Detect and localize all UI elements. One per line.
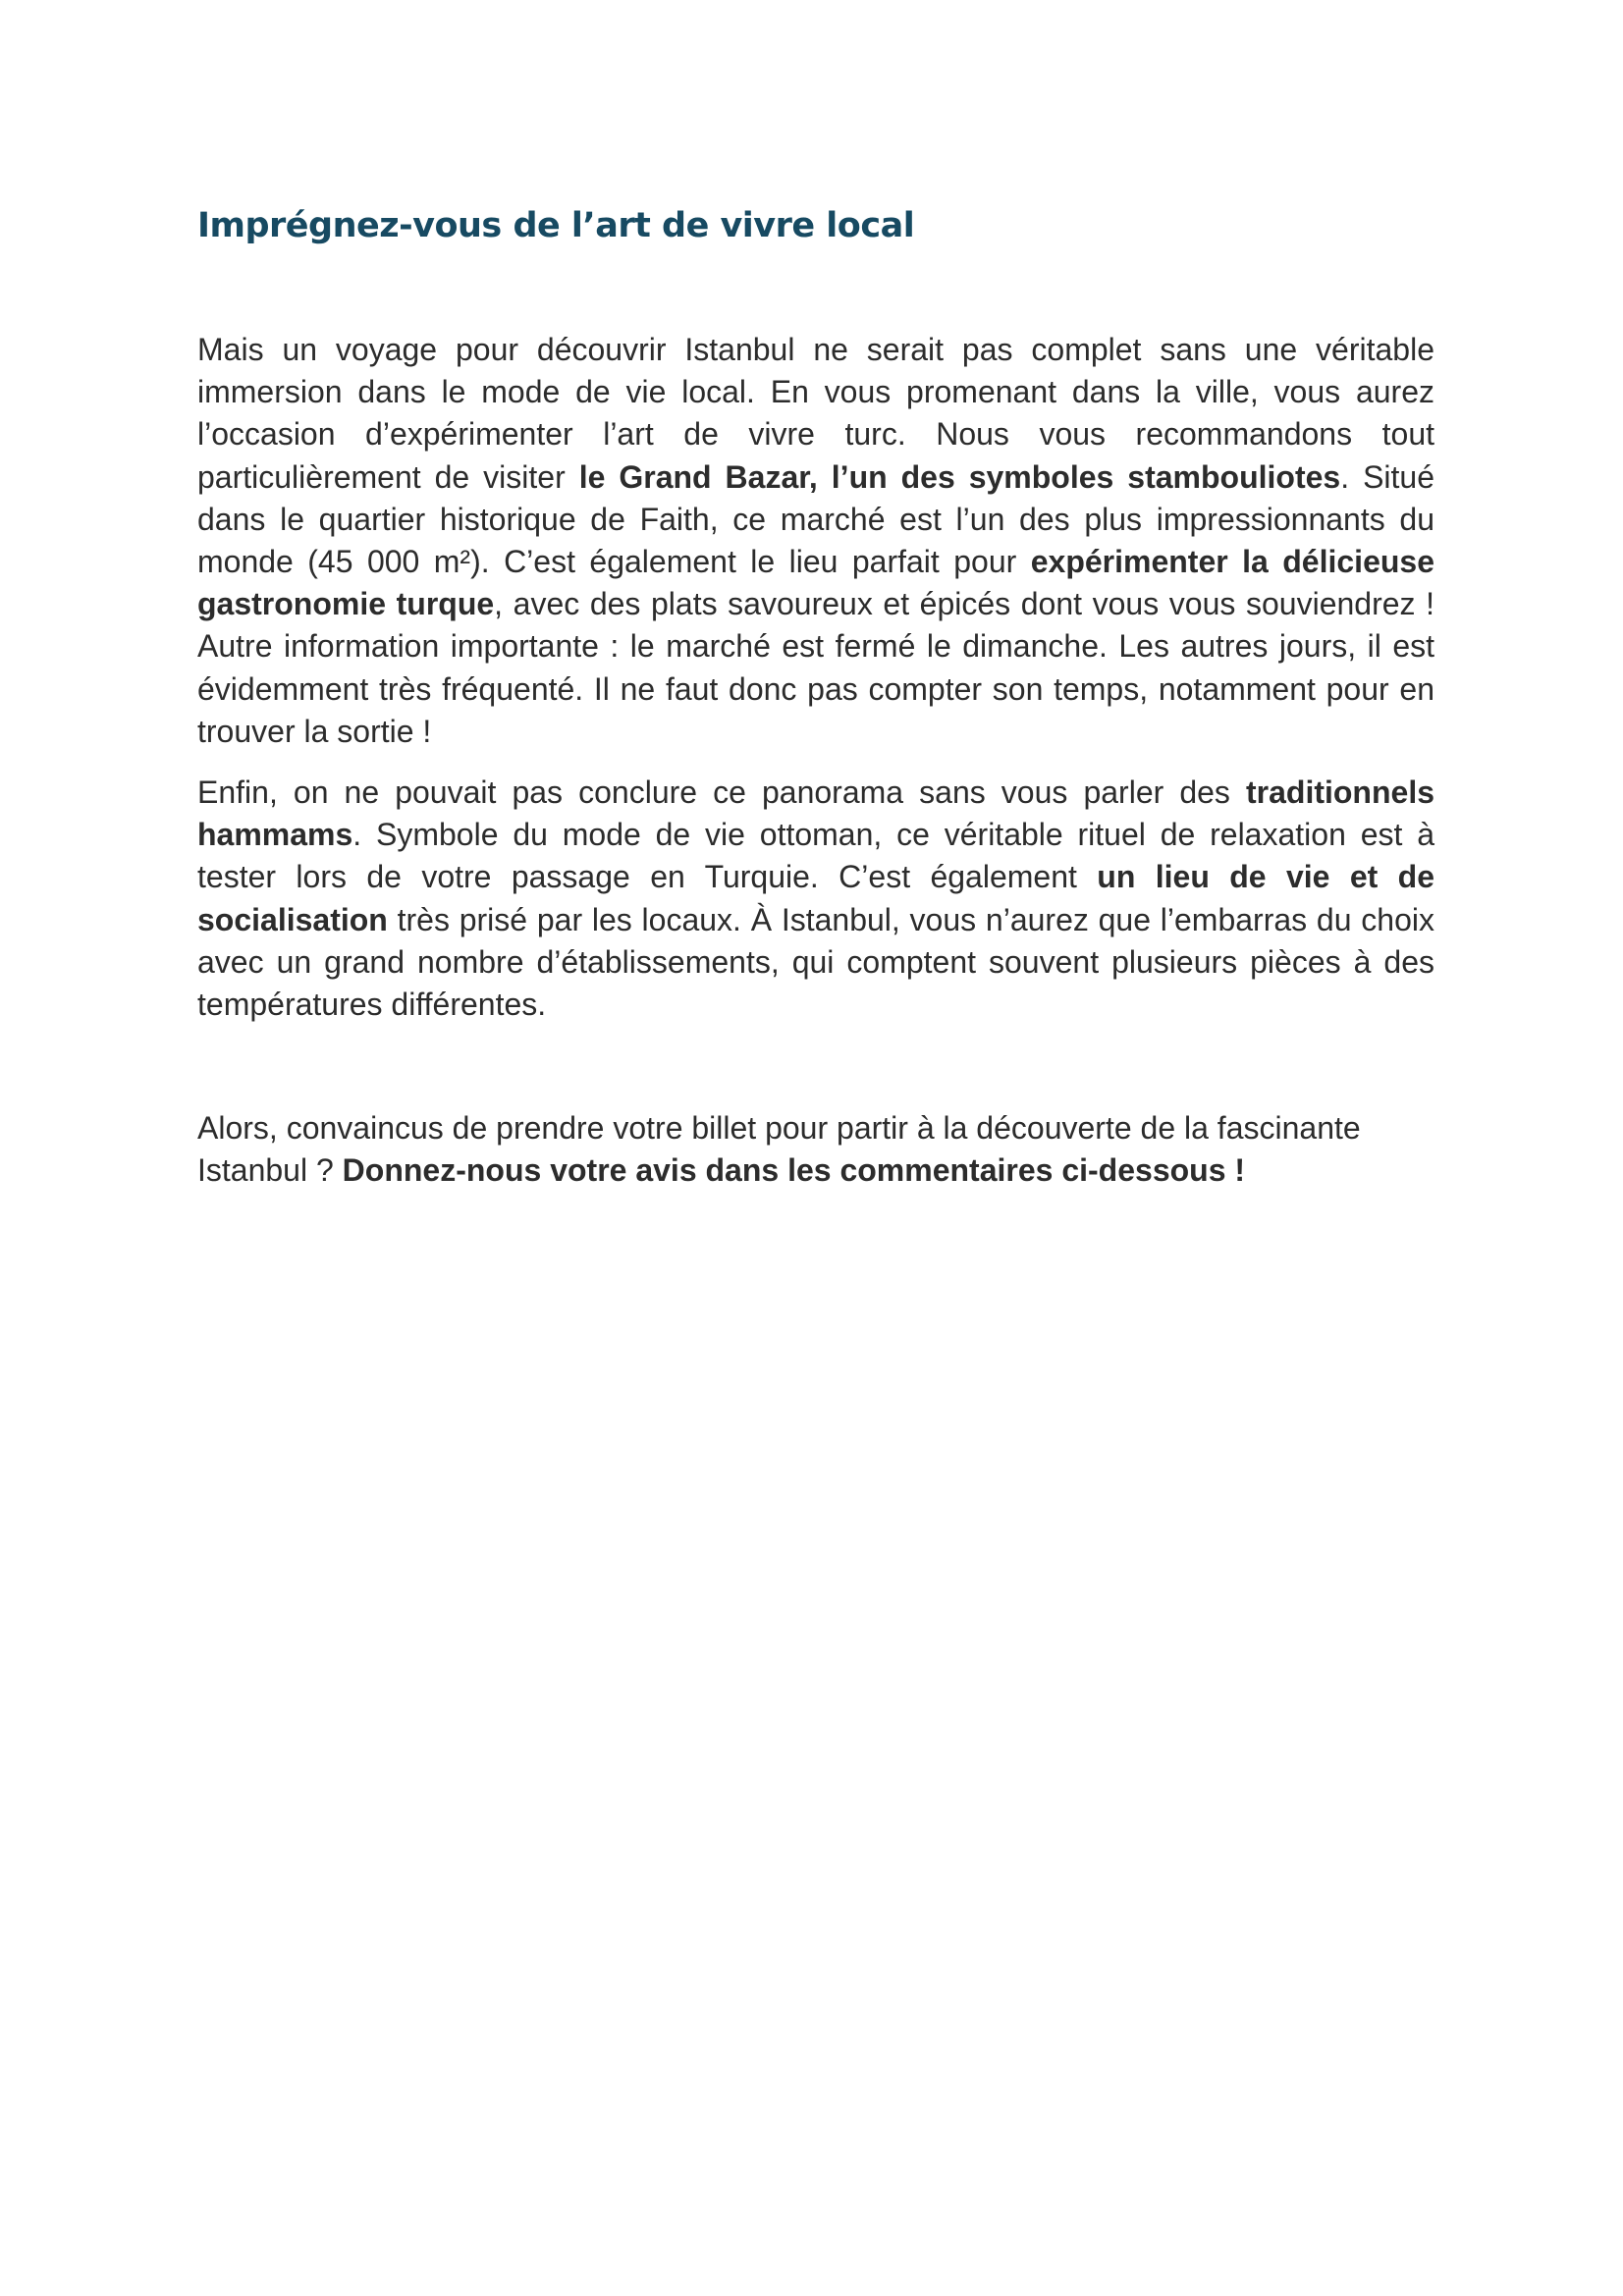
paragraph-text: . Symbole du mode de vie ottoman, ce véritable rituel de relaxation est à tester lors de votre passage en Turquie. C’est également bbox=[197, 817, 1434, 895]
section-heading: Imprégnez-vous de l’art de vivre local bbox=[197, 206, 915, 245]
bold-highlight: expérimenter la délicieuse gastronomie turque bbox=[197, 544, 1435, 622]
bold-highlight: un lieu de vie et de socialisation bbox=[197, 859, 1435, 937]
paragraph-text: Enfin, on ne pouvait pas conclure ce panorama sans vous parler des bbox=[197, 774, 1246, 811]
call-to-action: Donnez-nous votre avis dans les commentaires ci-dessous ! bbox=[342, 1152, 1246, 1189]
paragraph-text: très prisé par les locaux. À Istanbul, vous n’aurez que l’embarras du choix avec un grand nombre d’établissements, qui comptent souvent plusieurs pièces à des températures différentes. bbox=[197, 901, 1434, 1023]
paragraph-grand-bazar bbox=[197, 329, 1434, 753]
bold-highlight: le Grand Bazar, l’un des symboles stambouliotes bbox=[578, 458, 1341, 495]
paragraph-text: . Situé dans le quartier historique de Faith, ce marché est l’un des plus impressionnants du monde (45 000 m²). C’est également le lieu parfait pour bbox=[197, 458, 1435, 580]
paragraph-text: , avec des plats savoureux et épicés dont vous vous souviendrez ! Autre information importante : le marché est fermé le dimanche. Les autres jours, il est évidemment très fréquenté. Il ne faut donc pas compter son temps, notamment pour en trouver la sortie ! bbox=[197, 586, 1435, 749]
paragraph-text: Mais un voyage pour découvrir Istanbul ne serait pas complet sans une véritable immersion dans le mode de vie local. En vous promenant dans la ville, vous aurez l’occasion d’expérimenter l’art de vivre turc. Nous vous recommandons tout particulièrement de visiter bbox=[197, 332, 1434, 495]
article-body bbox=[197, 196, 1434, 1193]
paragraph-conclusion bbox=[197, 1107, 1434, 1192]
paragraph-hammams bbox=[197, 772, 1434, 1026]
bold-highlight: traditionnels hammams bbox=[197, 774, 1434, 853]
paragraph-text: Alors, convaincus de prendre votre billet pour partir à la découverte de la fascinante Istanbul ? bbox=[197, 1110, 1361, 1189]
